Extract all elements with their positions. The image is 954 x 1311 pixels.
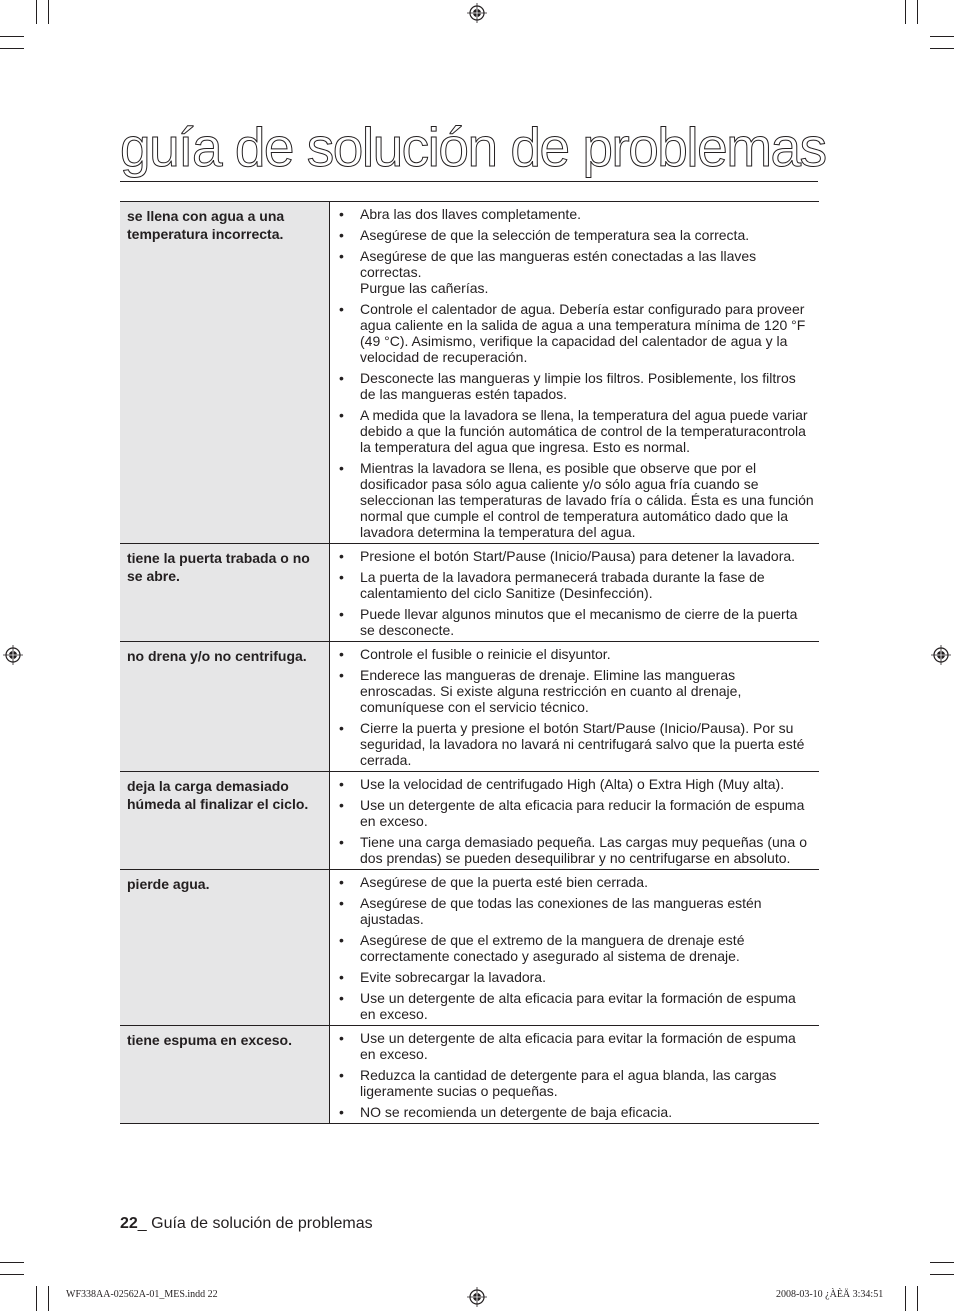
registration-mark-icon (3, 645, 23, 665)
solution-text: Presione el botón Start/Pause (Inicio/Pausa) para detener la lavadora. (360, 548, 796, 564)
list-item (338, 370, 815, 402)
solution-text: Asegúrese de que la puerta esté bien cerrada. (360, 874, 648, 890)
solution-text: Reduzca la cantidad de detergente para el agua blanda, las cargas ligeramente sucias o pequeñas. (360, 1067, 777, 1099)
solution-text: Mientras la lavadora se llena, es posible que observe que por el dosificador pasa sólo agua caliente y/o sólo agua fría cuando se seleccionan las temperaturas de lavado fría o cálida. Ésta es una función normal que cumple el control de temperatura automático dado que la lavadora determina la temperatura del agua. (360, 460, 814, 540)
crop-mark (0, 1262, 24, 1263)
crop-mark (917, 1286, 918, 1311)
solution-text: Tiene una carga demasiado pequeña. Las cargas muy pequeñas (una o dos prendas) se pueden desequilibrar y no centrifugarse en absoluto. (360, 834, 808, 866)
solution-text: La puerta de la lavadora permanecerá trabada durante la fase de calentamiento del ciclo Sanitize (Desinfección). (360, 569, 765, 601)
table-row (120, 544, 819, 642)
bullet-icon: • (339, 301, 344, 317)
page-footer (120, 1215, 373, 1233)
bullet-icon: • (339, 227, 344, 243)
solutions-cell (330, 1026, 819, 1123)
solutions-cell (330, 202, 819, 543)
solution-text: A medida que la lavadora se llena, la temperatura del agua puede variar debido a que la función automática de control de la temperaturacontrola la temperatura del agua que ingresa. Esto es normal. (360, 407, 808, 455)
problem-cell: no drena y/o no centrifuga. (120, 642, 330, 771)
troubleshooting-table (120, 201, 819, 1124)
bullet-icon: • (339, 460, 344, 476)
solution-text: Enderece las mangueras de drenaje. Elimine las mangueras enroscadas. Si existe alguna restricción en cuanto al drenaje, comuníquese con el servicio técnico. (360, 667, 742, 715)
bullet-icon: • (339, 969, 344, 985)
bullet-icon: • (339, 776, 344, 792)
list-item (338, 606, 815, 638)
problem-cell: tiene espuma en exceso. (120, 1026, 330, 1123)
bullet-icon: • (339, 206, 344, 222)
crop-mark (0, 36, 24, 37)
solution-text: Use la velocidad de centrifugado High (Alta) o Extra High (Muy alta). (360, 776, 785, 792)
list-item (338, 990, 815, 1022)
table-row (120, 870, 819, 1026)
crop-mark (48, 0, 49, 24)
bullet-icon: • (339, 1067, 344, 1083)
crop-mark (905, 0, 906, 24)
problem-cell: deja la carga demasiado húmeda al finalizar el ciclo. (120, 772, 330, 869)
problem-cell: tiene la puerta trabada o no se abre. (120, 544, 330, 641)
bullet-icon: • (339, 990, 344, 1006)
solution-text: Controle el calentador de agua. Debería estar configurado para proveer agua caliente en la salida de agua a una temperatura mínima de 120 °F (49 °C). Asimismo, verifique la capacidad del calentador de agua y la velocidad de recuperación. (360, 301, 806, 365)
bullet-icon: • (339, 834, 344, 850)
bullet-icon: • (339, 797, 344, 813)
table-row (120, 772, 819, 870)
print-slug-date: 2008-03-10 ¿ÀÈÄ 3:34:51 (776, 1289, 884, 1300)
bullet-icon: • (339, 895, 344, 911)
bullet-icon: • (339, 370, 344, 386)
crop-mark (36, 1286, 37, 1311)
registration-mark-icon (467, 3, 487, 23)
solution-text: Abra las dos llaves completamente. (360, 206, 581, 222)
bullet-icon: • (339, 667, 344, 683)
list-item (338, 1104, 815, 1120)
solution-text: Use un detergente de alta eficacia para evitar la formación de espuma en exceso. (360, 1030, 796, 1062)
list-item (338, 969, 815, 985)
list-item (338, 834, 815, 866)
crop-mark (0, 1274, 24, 1275)
page-title: guía de solución de problemas (120, 116, 826, 178)
list-item (338, 1067, 815, 1099)
problem-cell: pierde agua. (120, 870, 330, 1025)
crop-mark (930, 36, 954, 37)
list-item (338, 646, 815, 662)
bullet-icon: • (339, 407, 344, 423)
solution-text: Asegúrese de que la selección de temperatura sea la correcta. (360, 227, 750, 243)
crop-mark (0, 48, 24, 49)
bullet-icon: • (339, 569, 344, 585)
crop-mark (905, 1286, 906, 1311)
solution-text: Asegúrese de que el extremo de la manguera de drenaje esté correctamente conectado y asegurado al sistema de drenaje. (360, 932, 745, 964)
bullet-icon: • (339, 720, 344, 736)
list-item (338, 206, 815, 222)
footer-label: _ Guía de solución de problemas (137, 1215, 373, 1232)
list-item (338, 1030, 815, 1062)
solution-text: Use un detergente de alta eficacia para reducir la formación de espuma en exceso. (360, 797, 805, 829)
bullet-icon: • (339, 548, 344, 564)
table-row (120, 642, 819, 772)
problem-cell: se llena con agua a una temperatura incorrecta. (120, 202, 330, 543)
bullet-icon: • (339, 932, 344, 948)
solution-text: Evite sobrecargar la lavadora. (360, 969, 546, 985)
crop-mark (930, 48, 954, 49)
list-item (338, 720, 815, 768)
table-row (120, 202, 819, 544)
solutions-cell (330, 870, 819, 1025)
list-item (338, 895, 815, 927)
crop-mark (930, 1262, 954, 1263)
title-underline (120, 181, 818, 182)
bullet-icon: • (339, 1104, 344, 1120)
crop-mark (917, 0, 918, 24)
crop-mark (48, 1286, 49, 1311)
solution-text: Desconecte las mangueras y limpie los filtros. Posiblemente, los filtros de las mangueras estén tapados. (360, 370, 796, 402)
list-item (338, 874, 815, 890)
solution-text: Use un detergente de alta eficacia para evitar la formación de espuma en exceso. (360, 990, 796, 1022)
list-item (338, 569, 815, 601)
solutions-cell (330, 772, 819, 869)
table-row (120, 1026, 819, 1124)
bullet-icon: • (339, 874, 344, 890)
bullet-icon: • (339, 248, 344, 264)
registration-mark-icon (931, 645, 951, 665)
list-item (338, 932, 815, 964)
print-slug-file: WF338AA-02562A-01_MES.indd 22 (66, 1289, 218, 1300)
registration-mark-icon (467, 1287, 487, 1307)
list-item (338, 248, 815, 296)
solutions-cell (330, 642, 819, 771)
list-item (338, 548, 815, 564)
crop-mark (930, 1274, 954, 1275)
bullet-icon: • (339, 646, 344, 662)
list-item (338, 667, 815, 715)
solution-text: Asegúrese de que todas las conexiones de las mangueras estén ajustadas. (360, 895, 762, 927)
bullet-icon: • (339, 606, 344, 622)
list-item (338, 460, 815, 540)
list-item (338, 407, 815, 455)
solution-text: Cierre la puerta y presione el botón Start/Pause (Inicio/Pausa). Por su seguridad, la lavadora no lavará ni centrifugará salvo que la puerta esté cerrada. (360, 720, 805, 768)
bullet-icon: • (339, 1030, 344, 1046)
solution-text: Controle el fusible o reinicie el disyuntor. (360, 646, 611, 662)
list-item (338, 301, 815, 365)
solution-text: Asegúrese de que las mangueras estén conectadas a las llaves correctas. Purgue las cañerías. (360, 248, 757, 296)
crop-mark (36, 0, 37, 24)
list-item (338, 776, 815, 792)
solutions-cell (330, 544, 819, 641)
solution-text: NO se recomienda un detergente de baja eficacia. (360, 1104, 673, 1120)
list-item (338, 227, 815, 243)
solution-text: Puede llevar algunos minutos que el mecanismo de cierre de la puerta se desconecte. (360, 606, 798, 638)
page-number: 22 (120, 1215, 138, 1232)
list-item (338, 797, 815, 829)
